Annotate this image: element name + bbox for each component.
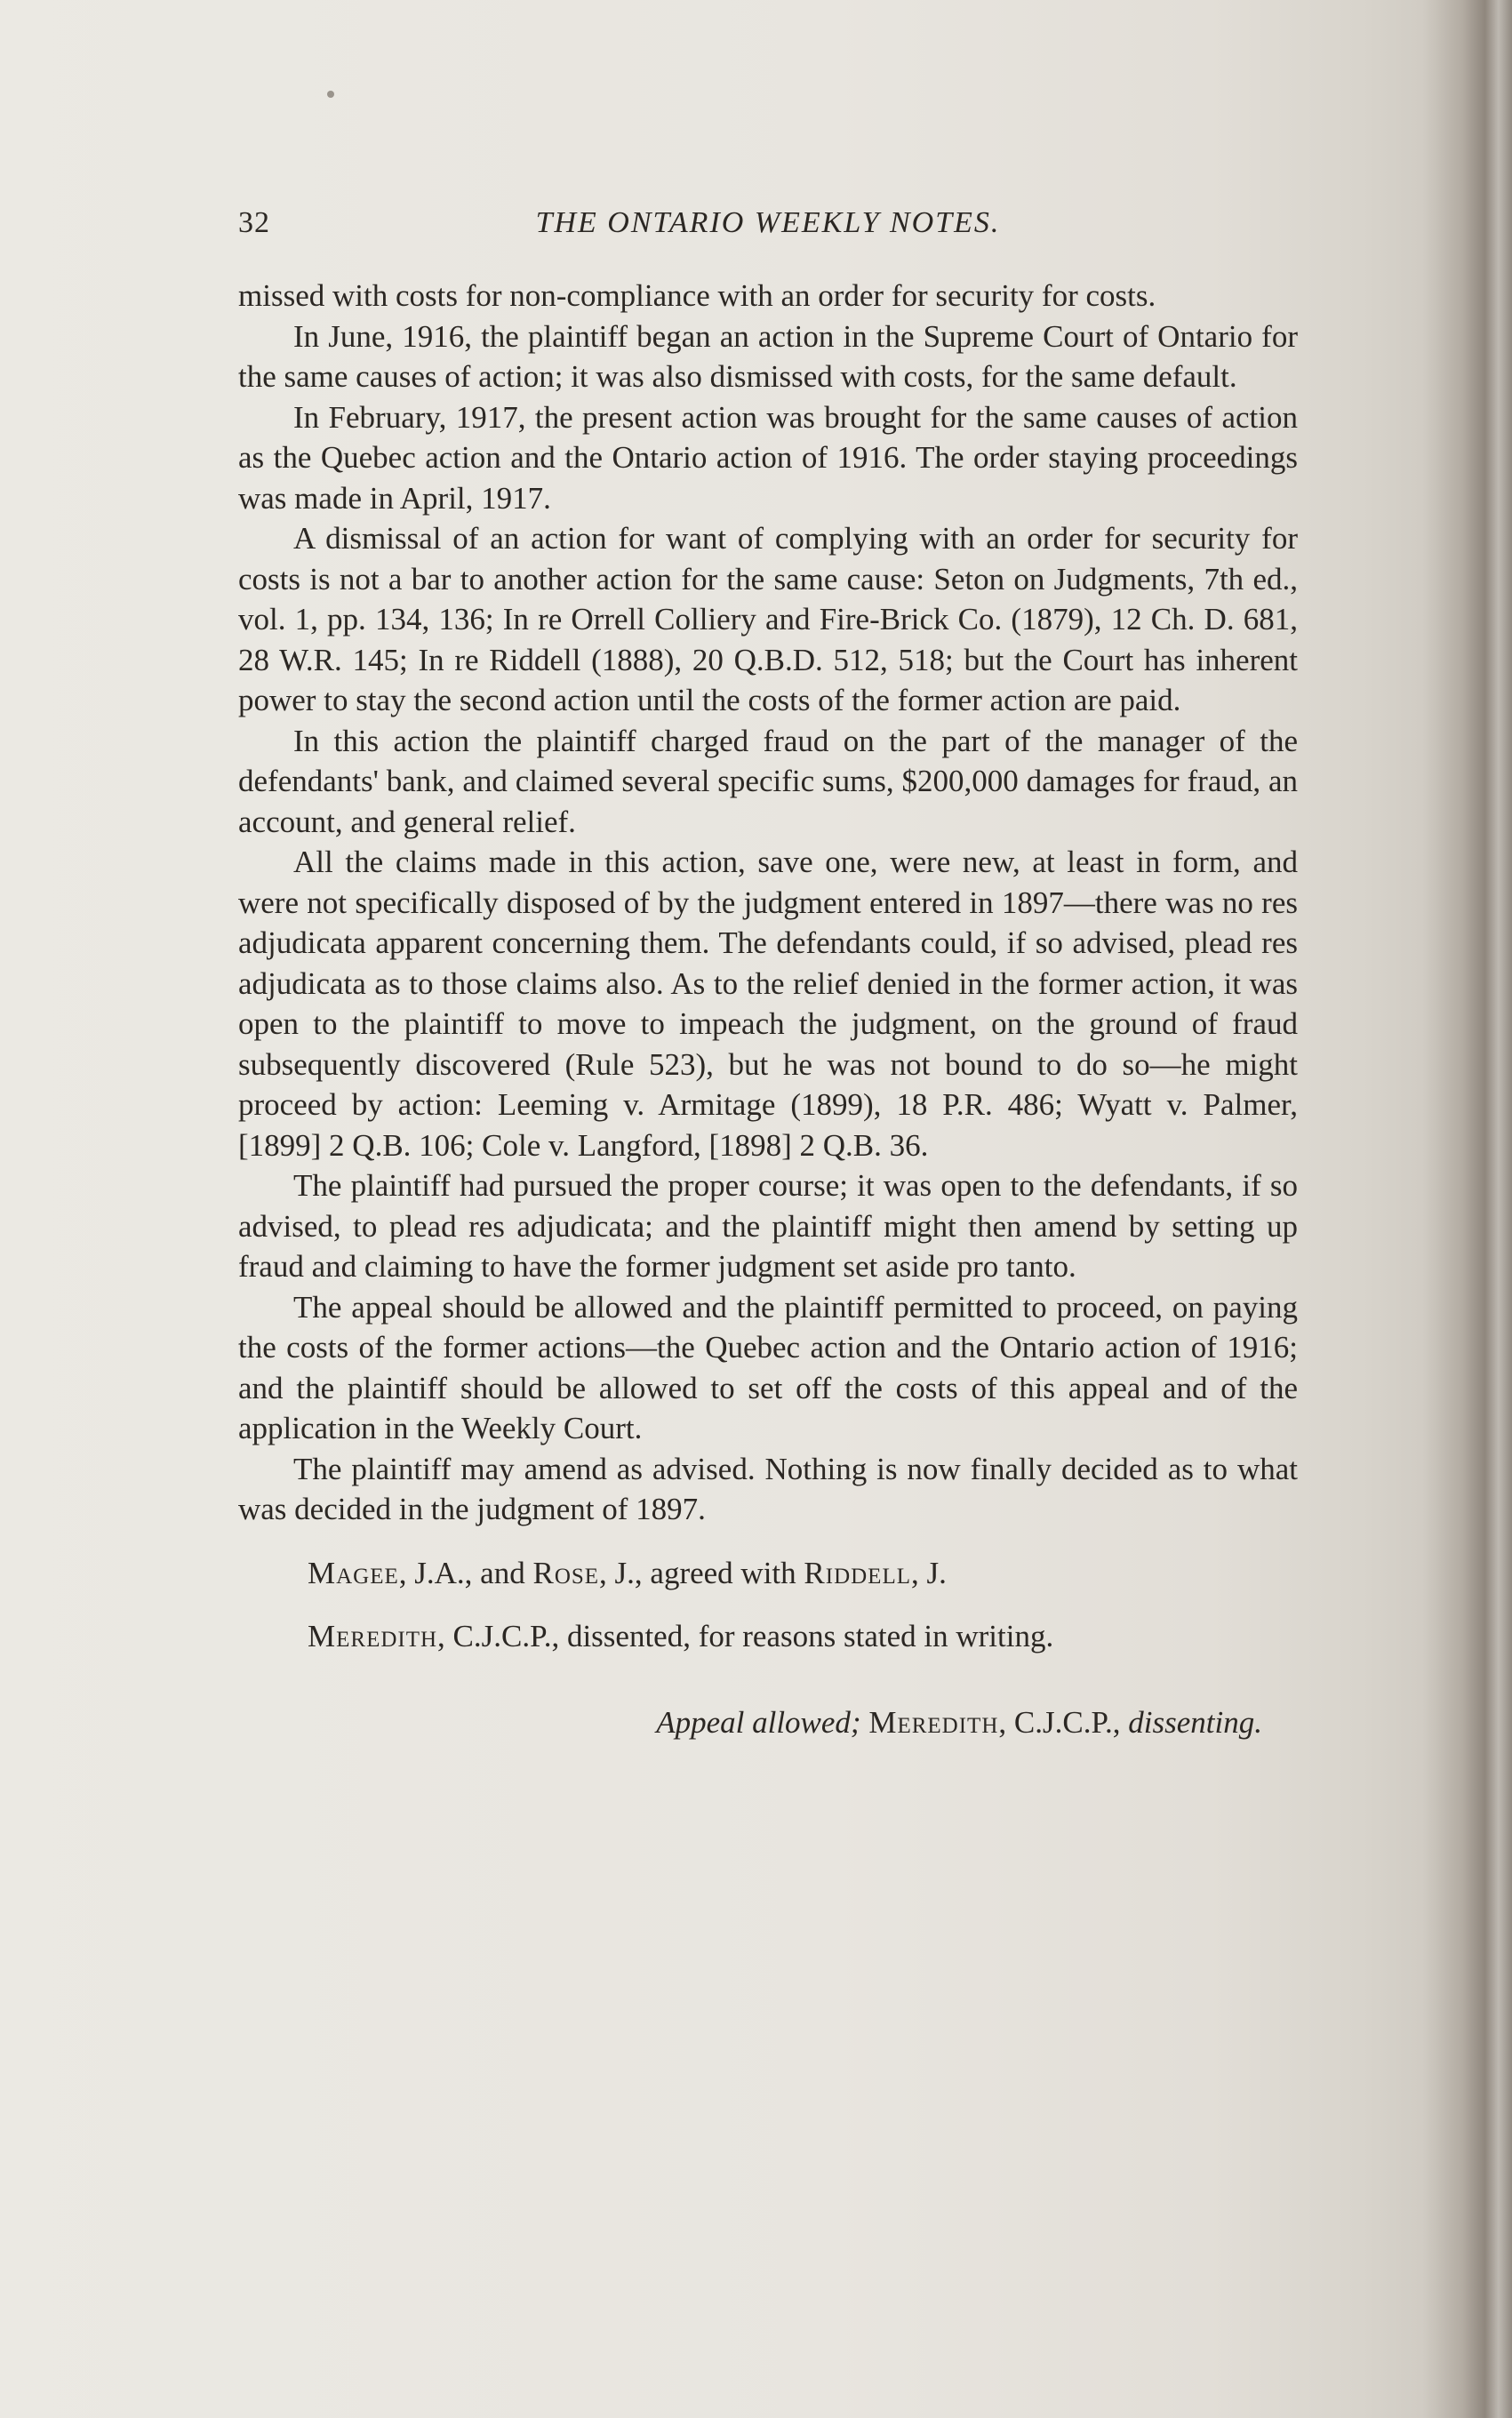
running-head — [238, 201, 1298, 254]
journal-title: THE ONTARIO WEEKLY NOTES. — [535, 206, 1001, 239]
judge-name: Rose — [532, 1555, 600, 1590]
paragraph: missed with costs for non-compliance with an order for security for costs. — [238, 278, 1156, 313]
judge-title: , J. — [911, 1555, 947, 1590]
text-column — [238, 201, 1298, 1773]
paragraph: A dismissal of an action for want of complying with an order for security for costs is not a bar to another action for the same cause: Seton on Judgments, 7th ed., vol. 1, pp. 134, 136; In re Orrell Colliery and Fire-Brick Co. (1879), 12 Ch. D. 681, 28 W.R. 145; In re Riddell (1888), 20 Q.B.D. 512, 518; but the Court has inherent power to stay the second action until the costs of the former action are paid. — [238, 521, 1298, 717]
judge-title: , J., agreed with — [599, 1555, 804, 1590]
judge-name: Riddell — [804, 1555, 911, 1590]
print-speck — [327, 91, 334, 98]
paragraph: All the claims made in this action, save one, were new, at least in form, and were not specifically disposed of by the judgment entered in 1897—there was no res adjudicata apparent concerning them. The defendants could, if so advised, plead res adjudicata as to those claims also. As to the relief denied in the former action, it was open to the plaintiff to move to impeach the judgment, on the ground of fraud subsequently discovered (Rule 523), but he was not bound to do so—he might proceed by action: Leeming v. Armitage (1899), 18 P.R. 486; Wyatt v. Palmer, [1899] 2 Q.B. 106; Cole v. Langford, [1898] 2 Q.B. 36. — [238, 845, 1298, 1163]
body-text — [238, 276, 1298, 1530]
disposition-line — [238, 1702, 1298, 1742]
book-spine-shadow — [1422, 0, 1512, 2418]
page-number: 32 — [238, 206, 270, 239]
paragraph: The plaintiff had pursued the proper course; it was open to the defendants, if so advised, to plead res adjudicata; and the plaintiff might then amend by setting up fraud and claiming to have the former judgment set aside pro tanto. — [238, 1168, 1298, 1284]
paragraph: In June, 1916, the plaintiff began an action in the Supreme Court of Ontario for the same causes of action; it was also dismissed with costs, for the same default. — [238, 318, 1298, 394]
agreement-line — [238, 1553, 1298, 1593]
paragraph: The appeal should be allowed and the plaintiff permitted to proceed, on paying the costs of the former actions—the Quebec action and the Ontario action of 1916; and the plaintiff should be allowed to set off the costs of this appeal and of the application in the Weekly Court. — [238, 1289, 1298, 1445]
paragraph: In this action the plaintiff charged fraud on the part of the manager of the defendants' bank, and claimed several specific sums, $200,000 damages for fraud, an account, and general relief. — [238, 723, 1298, 839]
status-text: dissenting. — [1128, 1704, 1262, 1740]
paragraph: The plaintiff may amend as advised. Nothing is now finally decided as to what was decided in the judgment of 1897. — [238, 1451, 1298, 1526]
paragraph: In February, 1917, the present action was brought for the same causes of action as the Quebec action and the Ontario action of 1916. The order staying proceedings was made in April, 1917. — [238, 399, 1298, 516]
dissent-text: , C.J.C.P., dissented, for reasons stated in writing. — [437, 1618, 1054, 1653]
judge-name: Meredith — [308, 1618, 438, 1653]
judge-name: Magee — [308, 1555, 399, 1590]
judge-title: , C.J.C.P., — [998, 1704, 1129, 1740]
result-text: Appeal allowed; — [656, 1704, 861, 1740]
dissent-line — [238, 1616, 1298, 1656]
judge-title: , J.A., and — [398, 1555, 533, 1590]
judge-name: Meredith — [868, 1704, 999, 1740]
